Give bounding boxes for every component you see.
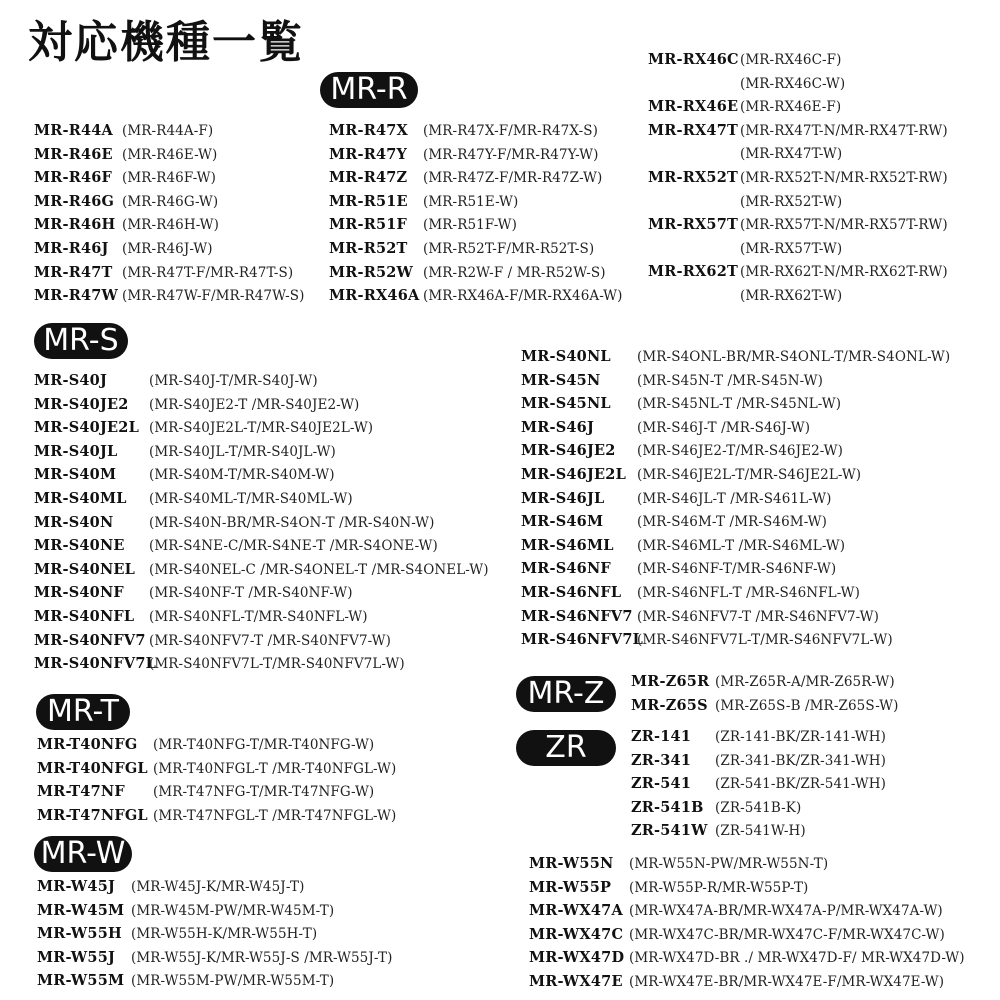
model-name: MR-R46F [34, 169, 113, 187]
model-name: MR-S40NF [34, 584, 124, 602]
model-variants: (MR-R46G-W) [122, 193, 219, 210]
model-name: MR-R46H [34, 216, 116, 234]
model-variants: (MR-R46F-W) [122, 170, 216, 187]
model-name: MR-S46J [521, 418, 595, 436]
model-name: MR-R47Z [329, 169, 408, 187]
model-variants: (MR-Z65S-B /MR-Z65S-W) [715, 697, 899, 714]
model-variants: (MR-S40NFV7L-T/MR-S40NFV7L-W) [149, 656, 405, 673]
model-name: MR-RX47T [648, 121, 738, 139]
model-variants: (MR-R47Y-F/MR-R47Y-W) [423, 146, 599, 163]
badge-mr-s: MR-S [34, 323, 128, 359]
model-variants: (MR-Z65R-A/MR-Z65R-W) [715, 674, 895, 690]
model-name: MR-W45J [37, 878, 116, 895]
model-variants: (MR-S40N-BR/MR-S4ON-T /MR-S40N-W) [149, 514, 435, 531]
model-name: MR-Z65R [631, 673, 710, 690]
model-variants: (MR-R47W-F/MR-R47W-S) [122, 288, 305, 305]
model-name: MR-R52T [329, 240, 408, 257]
model-name: MR-S46NFV7L [521, 631, 644, 649]
model-variants: (MR-R46E-W) [122, 146, 218, 163]
model-variants: (MR-T40NFG-T/MR-T40NFG-W) [153, 737, 375, 753]
model-name: MR-S40ML [34, 490, 127, 507]
model-name: ZR-541W [631, 822, 708, 840]
model-variants: (MR-R2W-F / MR-R52W-S) [423, 264, 606, 281]
model-name: MR-R52W [329, 263, 414, 281]
model-name: MR-S46NF [521, 560, 611, 578]
model-variants: (MR-RX57T-N/MR-RX57T-RW) [740, 217, 948, 234]
model-name: MR-Z65S [631, 696, 708, 714]
model-variants: (MR-R46H-W) [122, 217, 219, 234]
model-variants: (ZR-541B-K) [715, 799, 802, 816]
model-variants: (MR-S40JE2L-T/MR-S40JE2L-W) [149, 420, 374, 437]
model-name: MR-R51F [329, 216, 408, 234]
model-variants: (MR-R51E-W) [423, 193, 519, 210]
model-name: MR-S46NFL [521, 584, 622, 601]
model-name: MR-RX52T [648, 169, 738, 186]
badge-mr-t: MR-T [36, 694, 130, 730]
model-variants: (MR-T40NFGL-T /MR-T40NFGL-W) [153, 760, 397, 777]
model-variants: (MR-W45J-K/MR-W45J-T) [131, 879, 305, 895]
model-name: ZR-141 [631, 728, 692, 745]
model-variants: (MR-RX62T-N/MR-RX62T-RW) [740, 264, 948, 281]
model-name: MR-WX47A [529, 902, 623, 920]
model-variants: (ZR-341-BK/ZR-341-WH) [715, 752, 886, 769]
model-variants: (MR-S40NFV7-T /MR-S40NFV7-W) [149, 632, 391, 649]
model-name: MR-R46J [34, 240, 109, 257]
model-variants: (MR-W45M-PW/MR-W45M-T) [131, 902, 335, 919]
model-variants: (MR-RX57T-W) [740, 240, 843, 257]
model-name: MR-S40N [34, 513, 114, 531]
model-variants: (MR-S46NF-T/MR-S46NF-W) [637, 561, 837, 578]
model-variants: (MR-S40JE2-T /MR-S40JE2-W) [149, 396, 360, 413]
model-variants: (MR-S45NL-T /MR-S45NL-W) [637, 396, 842, 413]
model-name: MR-S40NFL [34, 608, 135, 625]
model-name: MR-R51E [329, 192, 408, 210]
model-variants: (MR-WX47D-BR ./ MR-WX47D-F/ MR-WX47D-W) [629, 950, 965, 967]
model-name: MR-S45NL [521, 395, 611, 413]
model-name: MR-RX46A [329, 287, 420, 305]
model-name: MR-RX46E [648, 98, 739, 116]
model-name: MR-S40JE2L [34, 419, 139, 437]
model-variants: (MR-RX47T-W) [740, 146, 843, 163]
model-name: MR-S40NEL [34, 560, 136, 578]
model-variants: (ZR-541-BK/ZR-541-WH) [715, 776, 886, 793]
model-variants: (MR-S46JE2L-T/MR-S46JE2L-W) [637, 467, 862, 483]
model-name: MR-W55N [529, 855, 614, 872]
model-name: MR-S40JL [34, 442, 118, 460]
model-variants: (MR-RX52T-N/MR-RX52T-RW) [740, 170, 948, 186]
model-variants: (MR-S46NFV7-T /MR-S46NFV7-W) [637, 608, 879, 625]
model-name: MR-T40NFGL [37, 759, 148, 777]
model-variants: (MR-RX46C-W) [740, 75, 846, 92]
model-name: MR-R47T [34, 263, 113, 281]
badge-mr-w: MR-W [34, 836, 132, 872]
model-name: MR-R47Y [329, 145, 408, 163]
model-variants: (MR-T47NFG-T/MR-T47NFG-W) [153, 784, 375, 801]
model-variants: (MR-R47T-F/MR-R47T-S) [122, 264, 294, 281]
model-variants: (MR-W55N-PW/MR-W55N-T) [629, 856, 829, 872]
model-variants: (MR-S40NFL-T/MR-S40NFL-W) [149, 609, 368, 625]
model-name: MR-S40M [34, 466, 117, 484]
model-variants: (MR-R52T-F/MR-R52T-S) [423, 241, 595, 257]
model-variants: (ZR-141-BK/ZR-141-WH) [715, 729, 886, 745]
model-name: MR-R47X [329, 122, 408, 139]
model-variants: (MR-T47NFGL-T /MR-T47NFGL-W) [153, 807, 397, 824]
model-variants: (MR-R51F-W) [423, 217, 517, 234]
model-variants: (MR-S4NE-C/MR-S4NE-T /MR-S4ONE-W) [149, 538, 438, 555]
model-variants: (MR-W55M-PW/MR-W55M-T) [131, 973, 335, 990]
model-name: MR-T40NFG [37, 736, 138, 753]
model-variants: (MR-W55J-K/MR-W55J-S /MR-W55J-T) [131, 949, 393, 966]
model-variants: (MR-WX47A-BR/MR-WX47A-P/MR-WX47A-W) [629, 903, 943, 920]
model-name: MR-S46JL [521, 489, 605, 507]
badge-mr-r: MR-R [320, 72, 418, 108]
model-name: MR-S46ML [521, 536, 614, 554]
model-variants: (MR-W55P-R/MR-W55P-T) [629, 879, 809, 896]
model-name: MR-S40NL [521, 348, 611, 365]
model-variants: (MR-R46J-W) [122, 241, 213, 257]
model-variants: (MR-S40J-T/MR-S40J-W) [149, 373, 318, 389]
badge-zr: ZR [516, 730, 616, 766]
model-variants: (MR-S46JE2-T/MR-S46JE2-W) [637, 443, 844, 460]
model-name: MR-W55J [37, 948, 116, 966]
model-name: MR-WX47E [529, 973, 623, 990]
model-name: MR-S46M [521, 513, 604, 531]
model-variants: (MR-R47X-F/MR-R47X-S) [423, 123, 598, 139]
model-name: MR-W55P [529, 878, 612, 896]
model-name: MR-W55M [37, 972, 125, 990]
model-variants: (MR-S46NFV7L-T/MR-S46NFV7L-W) [637, 632, 893, 649]
model-name: MR-R46G [34, 192, 115, 210]
model-name: MR-S40JE2 [34, 395, 129, 413]
model-variants: (ZR-541W-H) [715, 823, 806, 840]
model-name: MR-W45M [37, 901, 125, 919]
model-variants: (MR-RX46E-F) [740, 99, 842, 116]
model-name: MR-S40NFV7L [34, 655, 157, 673]
model-name: MR-S46JE2L [521, 466, 626, 483]
model-name: MR-S40NFV7 [34, 631, 146, 649]
model-variants: (MR-RX46C-F) [740, 52, 842, 68]
model-name: MR-RX57T [648, 216, 738, 234]
badge-mr-z: MR-Z [516, 676, 616, 712]
model-name: MR-WX47C [529, 925, 624, 943]
model-name: MR-T47NF [37, 783, 125, 801]
model-name: MR-W55H [37, 925, 122, 943]
model-variants: (MR-WX47E-BR/MR-WX47E-F/MR-WX47E-W) [629, 974, 945, 990]
model-name: MR-S40NE [34, 537, 125, 555]
model-variants: (MR-S40M-T/MR-S40M-W) [149, 467, 335, 484]
model-variants: (MR-WX47C-BR/MR-WX47C-F/MR-WX47C-W) [629, 926, 945, 943]
model-name: ZR-541B [631, 798, 704, 816]
model-variants: (MR-S46ML-T /MR-S46ML-W) [637, 537, 846, 554]
model-name: ZR-541 [631, 775, 692, 793]
model-name: MR-R44A [34, 122, 113, 139]
model-variants: (MR-R44A-F) [122, 123, 214, 139]
model-variants: (MR-S46M-T /MR-S46M-W) [637, 514, 827, 531]
model-name: MR-WX47D [529, 949, 625, 967]
model-variants: (MR-W55H-K/MR-W55H-T) [131, 926, 318, 943]
model-variants: (MR-S40NEL-C /MR-S4ONEL-T /MR-S4ONEL-W) [149, 561, 489, 578]
model-name: MR-RX62T [648, 263, 738, 281]
page-title: 対応機種一覧 [28, 17, 304, 68]
model-variants: (MR-S46JL-T /MR-S461L-W) [637, 490, 832, 507]
model-variants: (MR-R47Z-F/MR-R47Z-W) [423, 170, 603, 187]
model-name: MR-T47NFGL [37, 806, 148, 824]
model-variants: (MR-RX47T-N/MR-RX47T-RW) [740, 122, 948, 139]
model-variants: (MR-S40JL-T/MR-S40JL-W) [149, 443, 336, 460]
model-variants: (MR-S40ML-T/MR-S40ML-W) [149, 491, 353, 507]
model-variants: (MR-S4ONL-BR/MR-S4ONL-T/MR-S4ONL-W) [637, 349, 951, 365]
model-variants: (MR-S45N-T /MR-S45N-W) [637, 372, 823, 389]
model-variants: (MR-RX46A-F/MR-RX46A-W) [423, 288, 623, 305]
model-variants: (MR-RX62T-W) [740, 288, 843, 304]
model-name: MR-R46E [34, 145, 113, 163]
model-name: MR-S40J [34, 372, 108, 389]
model-name: MR-RX46C [648, 51, 739, 68]
model-variants: (MR-S40NF-T /MR-S40NF-W) [149, 585, 353, 602]
model-variants: (MR-S46NFL-T /MR-S46NFL-W) [637, 585, 860, 601]
model-variants: (MR-RX52T-W) [740, 193, 843, 210]
model-name: MR-S45N [521, 371, 601, 389]
model-name: MR-R47W [34, 287, 119, 305]
model-name: MR-S46NFV7 [521, 607, 633, 625]
model-name: ZR-341 [631, 751, 692, 769]
model-name: MR-S46JE2 [521, 442, 616, 460]
model-variants: (MR-S46J-T /MR-S46J-W) [637, 419, 811, 436]
